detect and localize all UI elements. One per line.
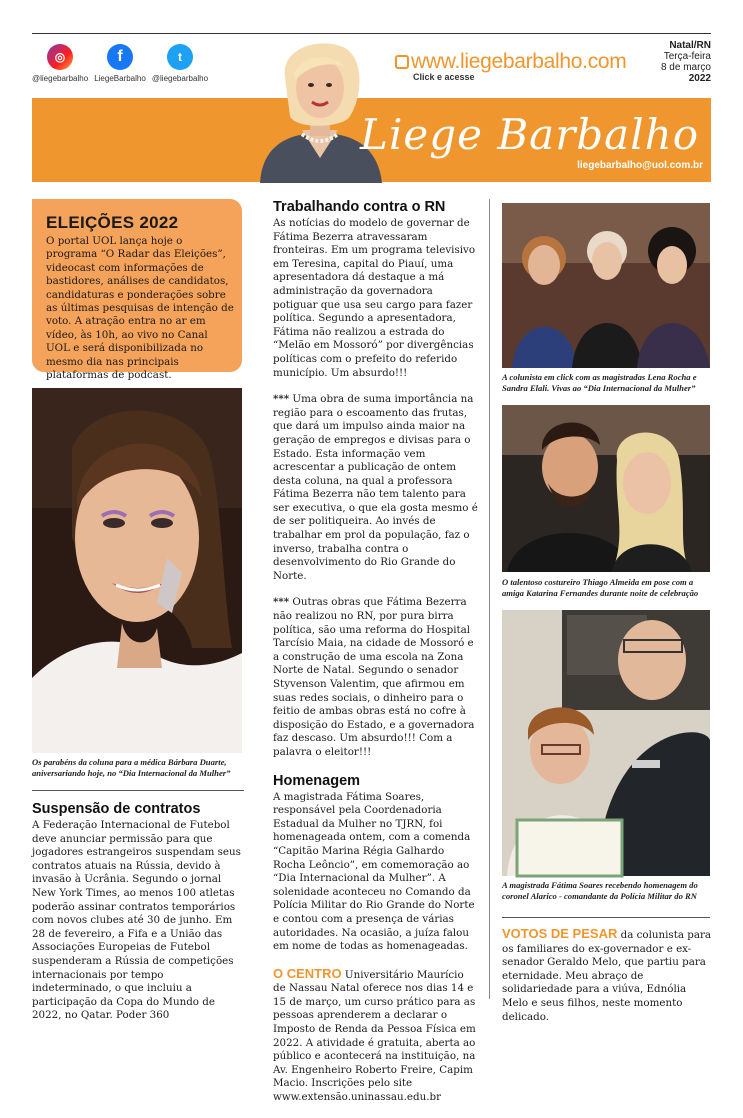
photo-thiago-katarina — [502, 405, 710, 572]
main-photo-caption: Os parabéns da coluna para a médica Bárbara Duarte, aniversariando hoje, no “Dia Internacional da Mulher” — [32, 757, 231, 778]
pointer-icon — [395, 55, 409, 69]
column-separator — [489, 199, 490, 999]
centro-paragraph — [273, 967, 478, 1105]
social-facebook[interactable] — [92, 44, 148, 83]
elections-title: ELEIÇÕES 2022 — [46, 213, 179, 232]
against-rn-title: Trabalhando contra o RN — [273, 199, 446, 215]
twitter-icon: t — [167, 44, 193, 70]
social-instagram[interactable] — [32, 44, 88, 83]
against-rn-p1: As notícias do modelo de governar de Fátima Bezerra atravessaram fronteiras. Em um programa televisivo em Teresina, capital do Piauí, uma apresentadora dá destaque a má administração da governadora potiguar que usa seu cargo para fazer política. Segundo a apresentadora, Fátima não realizou a estrada do “Melão em Mossoró” por divergências políticas com o prefeito do referido município. Um absurdo!!! — [273, 217, 476, 379]
stars-marker: *** — [273, 596, 290, 609]
centro-lead: O CENTRO — [273, 965, 342, 981]
suspension-title: Suspensão de contratos — [32, 801, 201, 817]
click-label: Click e acesse — [413, 72, 475, 82]
against-rn-p3-text: Outras obras que Fátima Bezerra não realizou no RN, por pura birra política, são uma reforma do Hospital Tarcísio Maia, na cidade de Mossoró e a construção de uma escola na Zona Norte de Natal. Segundo o senador Styvenson Valentim, que afirmou em suas redes sociais, o dinheiro para o feitio de ambas obras está no cofre à disposição do Estado, e a governadora faz descaso. Um absurdo!!! Com a palavra o eleitor!!! — [273, 596, 475, 758]
elections-text: O portal UOL lança hoje o programa “O Radar das Eleições”, videocast com informações de bastidores, análises de candidatos, candidaturas e ponderações sobre as últimas pesquisas de intenção de voto. A atração entra no ar em vídeo, às 10h, ao vivo no Canal UOL e será disponibilizada no mesmo dia nas principais plataformas de podcast. — [46, 235, 234, 382]
condolences-paragraph — [502, 927, 712, 1024]
photo1-caption: A colunista em click com as magistradas Lena Rocha e Sandra Elali. Vivas ao “Dia Internacional da Mulher” — [502, 372, 697, 393]
photo-magistrates — [502, 203, 710, 368]
photo-barbara-duarte — [32, 388, 242, 753]
against-rn-p2-text: Uma obra de suma importância na região para o escoamento das frutas, que dará um impulso ainda maior na geração de empregos e divisas para o Estado. Esta informação vem acrescentar a publicação de ontem desta coluna, na qual a professora Fátima Bezerra não tem talento para ser executiva, o que ela gosta mesmo é de ser politiqueira. Ao invés de trabalhar em prol da população, faz o inverso, trabalha contra o desenvolvimento do Rio Grande do Norte. — [273, 393, 478, 582]
centro-text: Universitário Maurício de Nassau Natal oferece nos dias 14 e 15 de março, um curso prático para as pessoas aprenderem a declarar o Imposto de Renda da Pessoa Física em 2022. A atividade é gratuita, aberta ao público e acontecerá na instituição, na Av. Engenheiro Roberto Freire, Capim Macio. Inscrições pelo site www.extensão.uninassau.edu.br — [273, 968, 476, 1104]
photo-tribute-ceremony — [502, 610, 710, 876]
right-divider — [502, 917, 710, 918]
suspension-text: A Federação Internacional de Futebol deve anunciar permissão para que jogadores estrangeiros suspendam seus contratos atuais na Rússia, devido à invasão à Ucrânia. Segundo o jornal New York Times, ao menos 100 atletas poderão assinar contratos temporários com novos clubes até 30 de junho. Em 28 de fevereiro, a Fifa e a União das Associações Europeias de Futebol suspenderam a Rússia de competições internacionais por tempo indeterminado, o que incluiu a participação da Copa do Mundo de 2022, no Qatar. Poder 360 — [32, 819, 241, 1022]
elections-box — [32, 199, 242, 382]
contact-email[interactable]: liegebarbalho@uol.com.br — [577, 160, 703, 171]
site-url-text: www.liegebarbalho.com — [411, 50, 627, 73]
photo2-caption: O talentoso costureiro Thiago Almeida em pose com a amiga Katarina Fernandes durante noite de celebração — [502, 577, 699, 598]
twitter-handle: @liegebarbalho — [151, 74, 209, 83]
social-twitter[interactable] — [150, 44, 210, 83]
facebook-handle: LiegeBarbalho — [94, 74, 146, 83]
brand-title: Liege Barbalho — [360, 110, 699, 159]
against-rn-p3 — [273, 596, 478, 759]
against-rn-p2 — [273, 393, 478, 583]
instagram-handle: @liegebarbalho — [32, 74, 89, 83]
condolences-lead: VOTOS DE PESAR — [502, 926, 618, 941]
left-divider — [32, 790, 244, 791]
top-rule — [32, 33, 711, 34]
stars-marker: *** — [273, 393, 290, 406]
day-month: 8 de março — [660, 62, 711, 73]
facebook-icon: f — [107, 44, 133, 70]
site-url[interactable] — [395, 50, 626, 74]
weekday: Terça-feira — [663, 51, 711, 62]
tribute-title: Homenagem — [273, 772, 361, 789]
photo3-caption: A magistrada Fátima Soares recebendo homenagem do coronel Alarico - comandante da Polícia Militar do RN — [502, 880, 698, 901]
city: Natal/RN — [669, 40, 711, 51]
condolences-text: da colunista para os familiares do ex-governador e ex-senador Geraldo Melo, que partiu para eternidade. Meu abraço de solidariedade para a viúva, Ednólia Melo e seus filhos, neste momento delicado. — [502, 929, 712, 1023]
instagram-icon: ◎ — [47, 44, 73, 70]
suspension-article — [32, 801, 244, 1023]
date-block — [661, 40, 711, 84]
middle-column — [273, 199, 478, 1118]
year: 2022 — [688, 73, 711, 84]
tribute-text: A magistrada Fátima Soares, responsável pela Coordenadoria Estadual da Mulher no TJRN, foi homenageada ontem, com a comenda “Capitão Marina Régia Galhardo Rocha Leôncio”, em comemoração ao “Dia Internacional da Mulher”. A solenidade aconteceu no Comando da Polícia Militar do Rio Grande do Norte e contou com a presença de várias autoridades. Na ocasião, a juíza falou em nome de todas as homenageadas. — [273, 790, 475, 953]
